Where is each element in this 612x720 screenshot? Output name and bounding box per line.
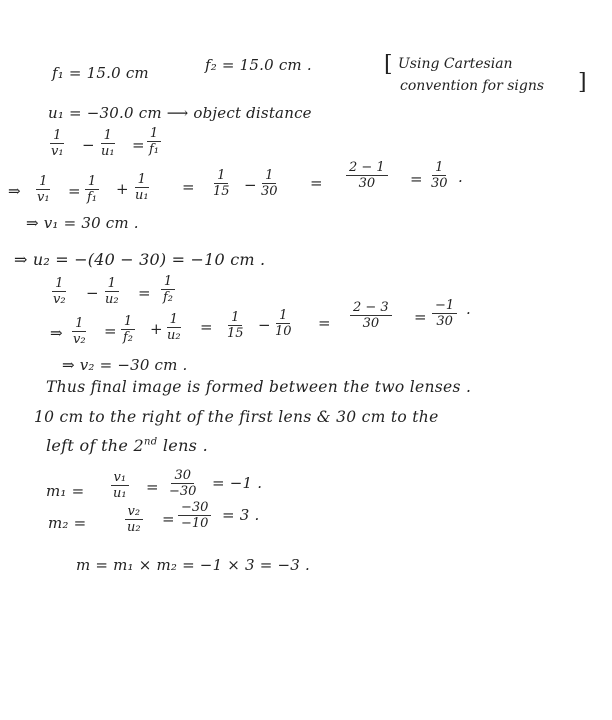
- fraction-1-over-v2: [50, 276, 69, 307]
- den: v₁: [51, 144, 64, 159]
- num: −1: [432, 298, 457, 314]
- equals-sign: =: [162, 510, 175, 528]
- fraction-1-over-15: [210, 168, 233, 199]
- equals-sign: =: [138, 284, 151, 302]
- num: 1: [105, 276, 119, 292]
- fraction-1-over-v2: [70, 316, 89, 347]
- object-distance-line: u₁ = −30.0 cm ⟶ object distance: [48, 104, 312, 122]
- den: 10: [275, 324, 292, 339]
- image-distance-1: ⇒ v₁ = 30 cm .: [26, 214, 139, 232]
- m1-label: m₁ =: [46, 482, 85, 500]
- num: 1: [101, 128, 115, 144]
- num: v₁: [111, 470, 130, 486]
- fraction-1-over-10: [272, 308, 295, 339]
- den: v₁: [37, 190, 50, 205]
- fraction-1-over-u2: [164, 312, 184, 343]
- num: 1: [161, 274, 175, 290]
- fraction-1-over-f1: [84, 174, 100, 205]
- minus-sign: −: [86, 284, 99, 302]
- num: 1: [228, 310, 242, 326]
- num: 1: [36, 174, 50, 190]
- period: .: [466, 300, 471, 318]
- num: 1: [121, 314, 135, 330]
- den: f₁: [87, 190, 98, 205]
- implies-arrow: ⇒: [8, 182, 21, 200]
- note-line-1: Using Cartesian: [398, 56, 513, 72]
- plus-sign: +: [150, 320, 163, 338]
- den: v₂: [73, 332, 86, 347]
- den: u₁: [113, 486, 127, 501]
- fraction-1-over-f2: [160, 274, 176, 305]
- note-bracket-open: [: [384, 52, 393, 77]
- den: u₁: [101, 144, 115, 159]
- focal-length-1: f₁ = 15.0 cm: [52, 64, 149, 82]
- fraction-1-over-15: [224, 310, 247, 341]
- equals-sign: =: [414, 308, 427, 326]
- den: 30: [362, 316, 380, 331]
- minus-sign: −: [244, 176, 257, 194]
- den: u₂: [105, 292, 119, 307]
- den: u₂: [167, 328, 181, 343]
- fraction-v1-over-u1: [110, 470, 130, 501]
- m2-result: = 3 .: [222, 506, 260, 524]
- minus-sign: −: [82, 136, 95, 154]
- equals-sign: =: [104, 322, 117, 340]
- num: 1: [85, 174, 99, 190]
- plus-sign: +: [116, 180, 129, 198]
- den: 30: [436, 314, 453, 329]
- equals-sign: =: [182, 178, 195, 196]
- equals-sign: =: [410, 170, 423, 188]
- den: f₁: [149, 142, 160, 157]
- conclusion-line-2: 10 cm to the right of the first lens & 30 cm to the: [34, 408, 439, 426]
- num: 1: [50, 128, 64, 144]
- fraction-1-over-u1: [98, 128, 118, 159]
- num: 30: [171, 468, 194, 484]
- num: 1: [167, 312, 181, 328]
- fraction-1-over-30: [428, 160, 451, 191]
- equals-sign: =: [200, 318, 213, 336]
- den: v₂: [53, 292, 66, 307]
- fraction-1-over-v1: [34, 174, 53, 205]
- object-distance-2: ⇒ u₂ = −(40 − 30) = −10 cm .: [14, 250, 266, 269]
- den: 15: [213, 184, 230, 199]
- fraction-1-over-30: [258, 168, 281, 199]
- equals-sign: =: [146, 478, 159, 496]
- num: 1: [432, 160, 446, 176]
- fraction-1-over-v1: [48, 128, 67, 159]
- note-bracket-close: ]: [578, 70, 587, 95]
- m2-label: m₂ =: [48, 514, 87, 532]
- equals-sign: =: [68, 182, 81, 200]
- image-distance-2: ⇒ v₂ = −30 cm .: [62, 356, 188, 374]
- focal-length-2: f₂ = 15.0 cm .: [205, 56, 312, 74]
- den: f₂: [163, 290, 174, 305]
- fraction-2-minus-1-over-30: [346, 160, 388, 191]
- den: 30: [358, 176, 376, 191]
- num: 2 − 1: [346, 160, 388, 176]
- fraction-1-over-f1: [146, 126, 162, 157]
- conclusion-text-end: lens .: [157, 436, 208, 455]
- num: 1: [276, 308, 290, 324]
- fraction-v2-over-u2: [124, 504, 144, 535]
- fraction-neg1-over-30: [432, 298, 457, 329]
- num: 1: [72, 316, 86, 332]
- ordinal-suffix: nd: [144, 436, 158, 448]
- total-magnification: m = m₁ × m₂ = −1 × 3 = −3 .: [76, 556, 310, 574]
- conclusion-text: left of the 2: [46, 436, 145, 455]
- den: 30: [261, 184, 278, 199]
- fraction-1-over-u2: [102, 276, 122, 307]
- conclusion-line-3: [46, 436, 208, 455]
- num: 1: [52, 276, 66, 292]
- den: 15: [227, 326, 244, 341]
- num: 1: [147, 126, 161, 142]
- conclusion-line-1: Thus final image is formed between the two lenses .: [46, 378, 472, 396]
- equals-sign: =: [318, 314, 331, 332]
- num: 1: [262, 168, 276, 184]
- den: −30: [169, 484, 197, 499]
- implies-arrow: ⇒: [50, 324, 63, 342]
- num: 1: [214, 168, 228, 184]
- equals-sign: =: [310, 174, 323, 192]
- den: −10: [181, 516, 209, 531]
- m1-result: = −1 .: [212, 474, 263, 492]
- equals-sign: =: [132, 136, 145, 154]
- den: 30: [431, 176, 448, 191]
- fraction-neg30-over-neg10: [178, 500, 211, 531]
- num: v₂: [125, 504, 144, 520]
- num: −30: [178, 500, 211, 516]
- num: 1: [135, 172, 149, 188]
- minus-sign: −: [258, 316, 271, 334]
- note-line-2: convention for signs: [400, 78, 545, 94]
- fraction-1-over-u1: [132, 172, 152, 203]
- den: f₂: [123, 330, 134, 345]
- den: u₁: [135, 188, 149, 203]
- num: 2 − 3: [350, 300, 392, 316]
- fraction-2-minus-3-over-30: [350, 300, 392, 331]
- period: .: [458, 168, 463, 186]
- fraction-30-over-neg30: [166, 468, 199, 499]
- den: u₂: [127, 520, 141, 535]
- fraction-1-over-f2: [120, 314, 136, 345]
